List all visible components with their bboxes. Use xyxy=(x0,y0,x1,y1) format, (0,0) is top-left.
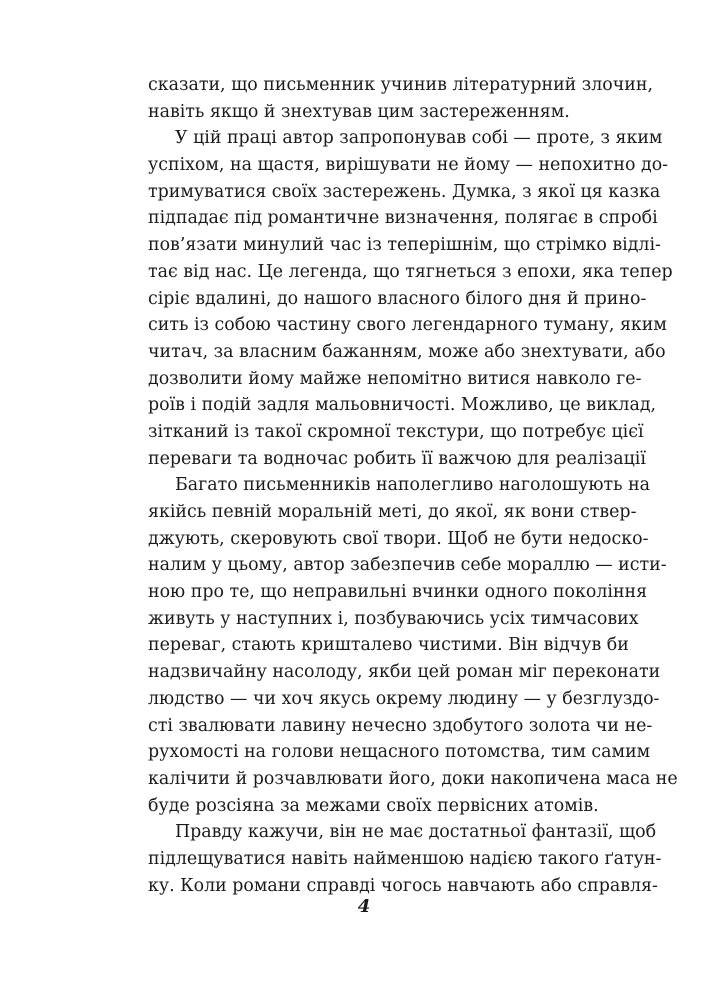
text-line: рухомості на голови нещасного потомства, тим самим xyxy=(148,742,651,763)
text-line: калічити й розчавлювати його, доки накопичена маса не xyxy=(148,768,678,789)
text-line: сить із собою частину свого легендарного туману, яким xyxy=(148,315,667,336)
text-line: буде розсіяна за межами своїх первісних атомів. xyxy=(148,795,599,816)
text-line: тримуватися своїх застережень. Думка, з якої ця казка xyxy=(148,181,661,202)
text-line: сіріє вдалині, до нашого власного білого дня й прино- xyxy=(148,288,647,309)
text-line: джують, скеровують свої твори. Щоб не бути недоско- xyxy=(148,528,649,549)
text-line: роїв і подій задля мальовничості. Можливо, це виклад, xyxy=(148,395,657,416)
text-line: людство — чи хоч якусь окрему людину — у безглуздо- xyxy=(148,688,660,709)
text-line: пов’язати минулий час із теперішнім, що стрімко відлі- xyxy=(148,235,661,256)
page-text xyxy=(148,72,678,899)
text-line: зітканий із такої скромної текстури, що потребує цієї xyxy=(148,421,644,442)
text-line: ною про те, що неправильні вчинки одного покоління xyxy=(148,582,648,603)
text-line: налим у цьому, автор забезпечив себе мораллю — исти- xyxy=(148,555,667,576)
text-line: сті звалювати лавину нечесно здобутого золота чи не- xyxy=(148,715,653,736)
text-line: читач, за власним бажанням, може або знехтувати, або xyxy=(148,341,666,362)
text-line: підпадає під романтичне визначення, полягає в спробі xyxy=(148,208,658,229)
text-line: надзвичайну насолоду, якби цей роман міг переконати xyxy=(148,662,661,683)
text-line: навіть якщо й знехтував цим застереженням. xyxy=(148,101,570,122)
text-line: переваг, стають кришталево чистими. Він відчув би xyxy=(148,635,629,656)
text-line: Правду кажучи, він не має достатньої фантазії, щоб xyxy=(175,822,657,843)
text-line: підлещуватися навіть найменшою надією такого ґатун- xyxy=(148,848,662,869)
text-line: Багато письменників наполегливо наголошують на xyxy=(175,475,651,496)
page-number: 4 xyxy=(357,896,371,917)
text-line: ку. Коли романи справді чогось навчають або справля- xyxy=(148,875,658,896)
text-line: якійсь певній моральній меті, до якої, як вони ствер- xyxy=(148,502,637,522)
text-line: дозволити йому майже непомітно витися навколо ге- xyxy=(148,368,642,389)
text-line: живуть у наступних і, позбуваючись усіх тимчасових xyxy=(148,608,639,629)
text-line: сказати, що письменник учинив літературний злочин, xyxy=(148,75,653,95)
text-line: У цій праці автор запропонував собі — проте, з яким xyxy=(175,128,663,149)
text-line: тає від нас. Це легенда, що тягнеться з епохи, яка тепер xyxy=(148,261,673,282)
text-line: переваги та водночас робить її важчою для реалізації xyxy=(148,448,646,469)
text-line: успіхом, на щастя, вирішувати не йому — непохитно до- xyxy=(148,155,669,176)
